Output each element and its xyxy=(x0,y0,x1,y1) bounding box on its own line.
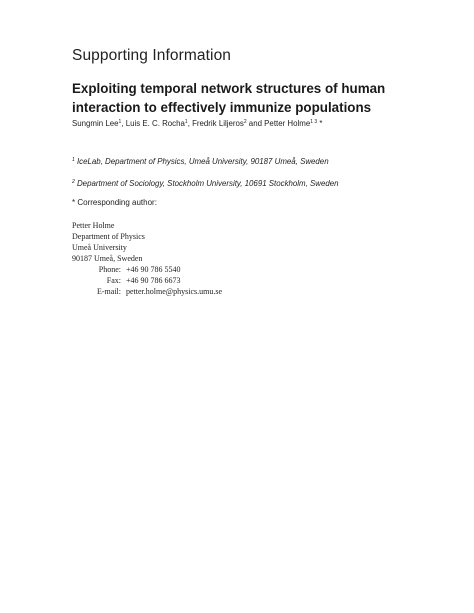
author-superscript: 1 xyxy=(118,119,122,125)
author-name: Fredrik Liljeros xyxy=(192,119,244,128)
contact-label: E-mail: xyxy=(97,287,121,296)
corresponding-author-label: * Corresponding author: xyxy=(72,198,157,207)
title-line-1: Exploiting temporal network structures of human xyxy=(72,81,386,96)
contact-value: +46 90 786 5540 xyxy=(126,265,181,274)
address-line: Umeå University xyxy=(72,243,127,252)
corresponding-address xyxy=(72,220,222,297)
author-separator: , xyxy=(187,119,193,128)
author-separator: , xyxy=(121,119,126,128)
email-link[interactable]: petter.holme@physics.umu.se xyxy=(126,287,223,296)
address-line: Petter Holme xyxy=(72,221,115,230)
contact-label: Fax: xyxy=(106,276,121,285)
author-superscript: 1 3 xyxy=(310,119,318,125)
affiliation-text: IceLab, Department of Physics, Umeå University, 90187 Umeå, Sweden xyxy=(76,157,329,166)
affiliation-superscript: 2 xyxy=(72,179,75,185)
corresponding-star: * xyxy=(319,119,323,128)
address-line: 90187 Umeå, Sweden xyxy=(72,254,143,263)
email-row xyxy=(72,286,222,297)
author-superscript: 1 xyxy=(184,119,188,125)
contact-value: +46 90 786 6673 xyxy=(126,276,181,285)
affiliation-text: Department of Sociology, Stockholm University, 10691 Stockholm, Sweden xyxy=(76,179,339,188)
title-line-2: interaction to effectively immunize populations xyxy=(72,100,372,115)
fax-row xyxy=(72,275,222,286)
affiliation-2 xyxy=(72,179,339,188)
phone-row xyxy=(72,264,222,275)
affiliation-superscript: 1 xyxy=(72,157,75,163)
section-kicker: Supporting Information xyxy=(72,47,232,64)
author-list xyxy=(72,119,322,128)
author-separator: and xyxy=(246,119,265,128)
paper-title xyxy=(72,79,402,117)
affiliation-1 xyxy=(72,157,329,166)
author-name: Luis E. C. Rocha xyxy=(125,119,185,128)
author-name: Petter Holme xyxy=(264,119,311,128)
contact-label: Phone: xyxy=(98,265,121,274)
author-superscript: 2 xyxy=(243,119,247,125)
author-name: Sungmin Lee xyxy=(72,119,119,128)
address-line: Department of Physics xyxy=(72,232,145,241)
